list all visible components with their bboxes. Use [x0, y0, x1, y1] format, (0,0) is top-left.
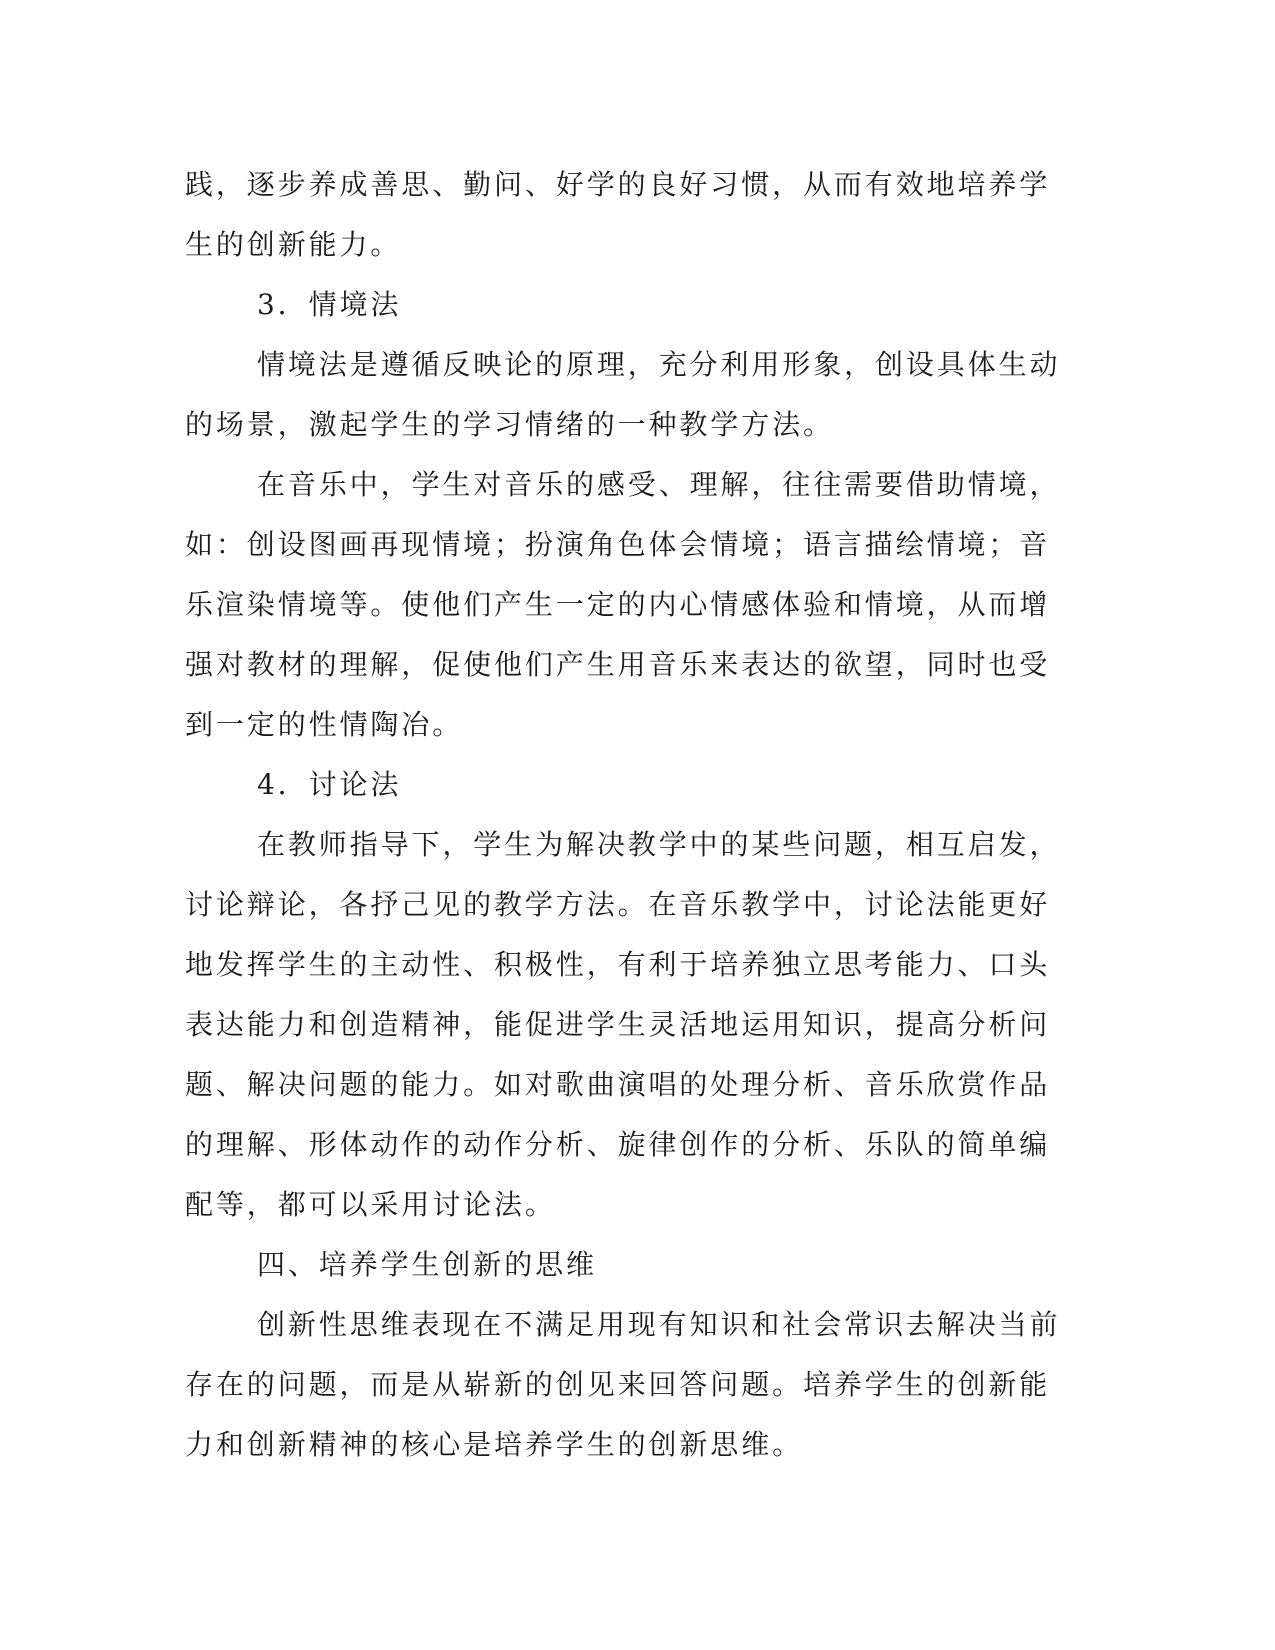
paragraph: 在音乐中，学生对音乐的感受、理解，往往需要借助情境，如：创设图画再现情境；扮演角色体会情境；语言描绘情境；音乐渲染情境等。使他们产生一定的内心情感体验和情境，从而增强对教材的理解，促使他们产生用音乐来表达的欲望，同时也受到一定的性情陶冶。: [185, 468, 1061, 741]
section-heading-situation-method: 3．情境法: [257, 288, 402, 321]
paragraph: 情境法是遵循反映论的原理，充分利用形象，创设具体生动的场景，激起学生的学习情绪的一种教学方法。: [185, 348, 1061, 441]
section-heading-creative-thinking: 四、培养学生创新的思维: [257, 1248, 597, 1281]
paragraph: 创新性思维表现在不满足用现有知识和社会常识去解决当前存在的问题，而是从崭新的创见来回答问题。培养学生的创新能力和创新精神的核心是培养学生的创新思维。: [185, 1308, 1061, 1461]
paragraph: 在教师指导下，学生为解决教学中的某些问题，相互启发，讨论辩论，各抒己见的教学方法。在音乐教学中，讨论法能更好地发挥学生的主动性、积极性，有利于培养独立思考能力、口头表达能力和创造精神，能促进学生灵活地运用知识，提高分析问题、解决问题的能力。如对歌曲演唱的处理分析、音乐欣赏作品的理解、形体动作的动作分析、旋律创作的分析、乐队的简单编配等，都可以采用讨论法。: [185, 828, 1061, 1221]
section-heading-discussion-method: 4．讨论法: [257, 768, 402, 801]
document-body: [185, 155, 1065, 1475]
continuation-paragraph: 践，逐步养成善思、勤问、好学的良好习惯，从而有效地培养学生的创新能力。: [185, 168, 1051, 261]
